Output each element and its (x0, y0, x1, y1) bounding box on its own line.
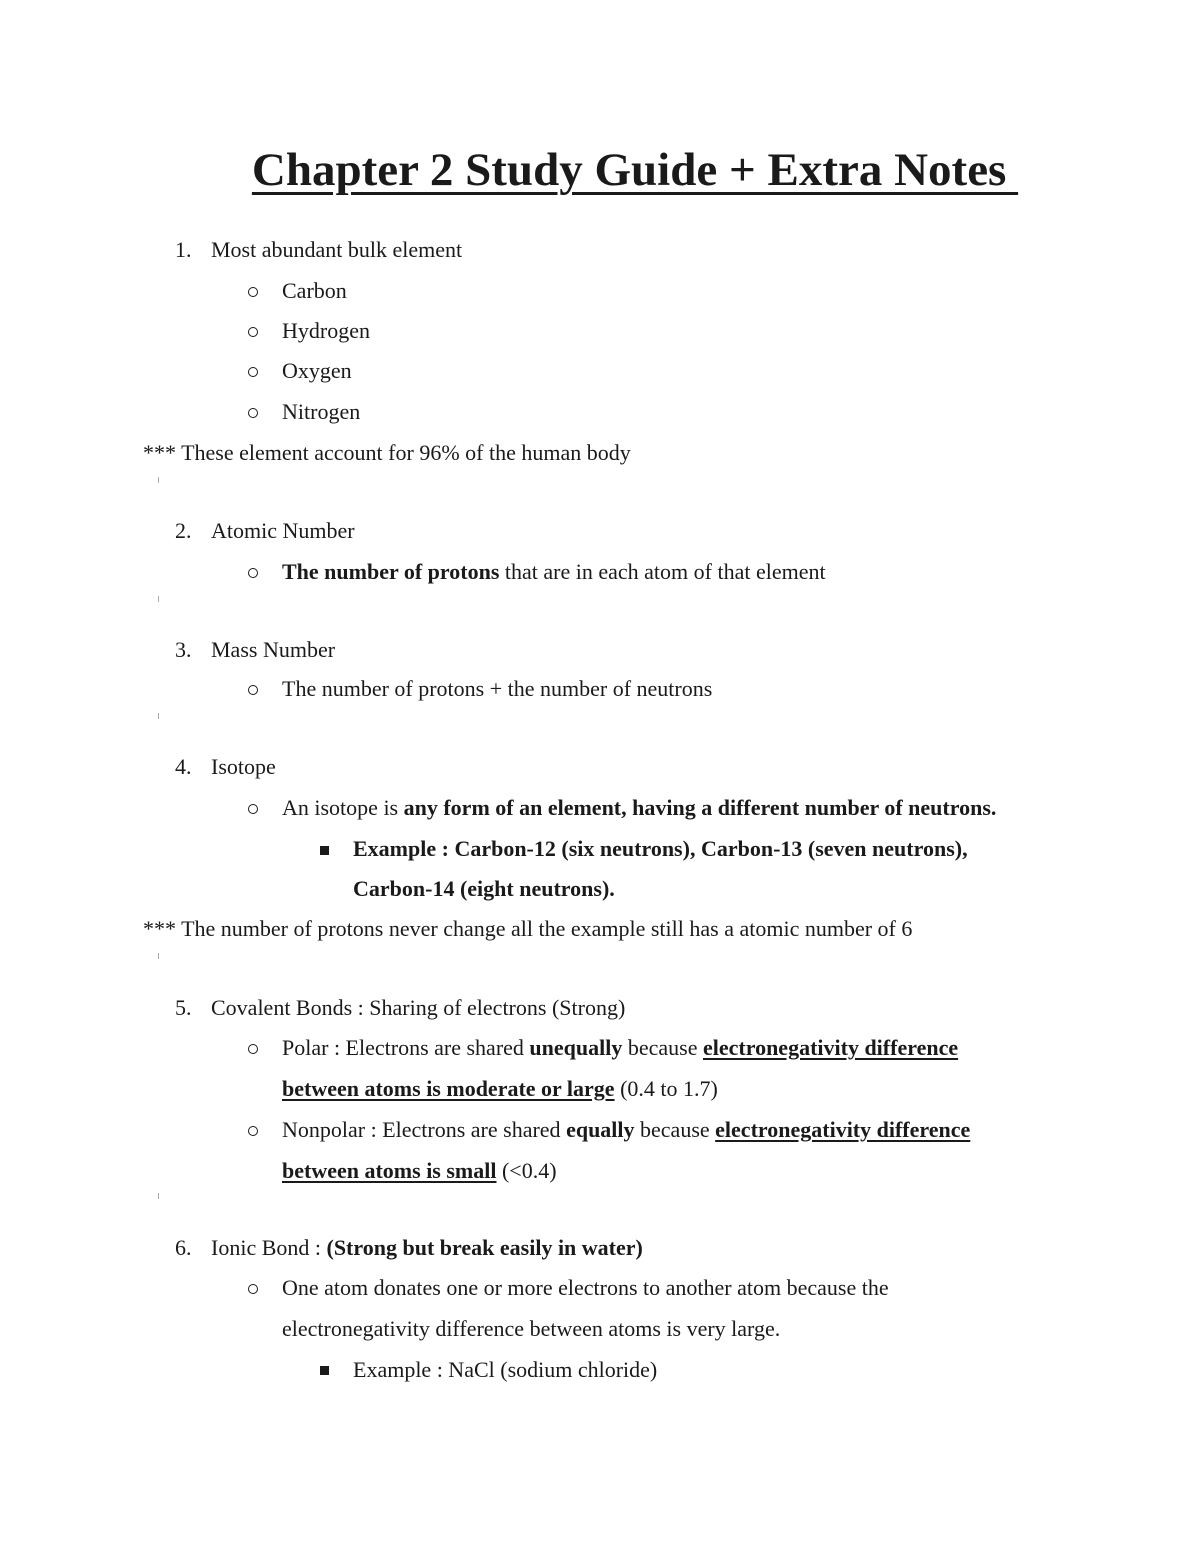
bold-text: equally (566, 1117, 635, 1142)
list-item: Nitrogen (282, 399, 361, 424)
list-number: 6. (175, 1235, 192, 1260)
list-number: 3. (175, 637, 192, 662)
underlined-bold-text: electronegativity difference (715, 1117, 971, 1142)
circle-bullet-icon (248, 327, 258, 337)
list-item-continuation (282, 1075, 718, 1103)
circle-bullet-icon (248, 1284, 258, 1294)
note-text: *** These element account for 96% of the human body (143, 440, 631, 465)
bold-text: (Strong but break easily in water) (326, 1235, 643, 1260)
plain-text: Nonpolar : Electrons are shared (282, 1117, 567, 1142)
list-item: Hydrogen (282, 318, 370, 343)
circle-bullet-icon (248, 804, 258, 814)
page-title: Chapter 2 Study Guide + Extra Notes (251, 144, 1019, 196)
note-text: *** The number of protons never change all the example still has a atomic number of 6 (143, 916, 913, 941)
circle-bullet-icon (248, 408, 258, 418)
underlined-bold-text: electronegativity difference (702, 1035, 959, 1060)
section-heading: Most abundant bulk element (211, 237, 463, 262)
plain-text: (0.4 to 1.7) (614, 1076, 718, 1101)
bold-text: The number of protons (282, 559, 500, 584)
example-line: Example : Carbon-12 (six neutrons), Carbon-13 (seven neutrons), (353, 836, 968, 861)
plain-text: that are in each atom of that element (499, 559, 826, 584)
list-item: Oxygen (282, 358, 352, 383)
plain-text: (<0.4) (496, 1158, 557, 1183)
list-item-nonpolar (282, 1116, 970, 1144)
paragraph-mark (158, 953, 159, 959)
circle-bullet-icon (248, 1044, 258, 1054)
list-number: 1. (175, 237, 192, 262)
list-number: 2. (175, 518, 192, 543)
list-item: One atom donates one or more electrons to another atom because the (282, 1275, 889, 1300)
example-line: Example : NaCl (sodium chloride) (353, 1357, 658, 1382)
bold-text: unequally (529, 1035, 623, 1060)
underlined-bold-text: between atoms is moderate or large (282, 1076, 615, 1101)
list-item (282, 794, 996, 822)
section-heading: Mass Number (211, 637, 336, 662)
list-item (282, 558, 826, 586)
plain-text: because (634, 1117, 716, 1142)
list-item-polar (282, 1034, 958, 1062)
paragraph-mark (158, 596, 159, 602)
circle-bullet-icon (248, 1126, 258, 1136)
bold-text: any form of an element, having a different number of neutrons. (403, 795, 997, 820)
paragraph-mark (158, 477, 159, 483)
plain-text: An isotope is (282, 795, 404, 820)
section-heading: Atomic Number (211, 518, 355, 543)
circle-bullet-icon (248, 287, 258, 297)
paragraph-mark (158, 713, 159, 719)
plain-text: Ionic Bond : (211, 1235, 327, 1260)
list-item-continuation (282, 1157, 557, 1185)
list-item: The number of protons + the number of neutrons (282, 676, 713, 701)
list-number: 4. (175, 754, 192, 779)
section-heading (211, 1234, 643, 1262)
square-bullet-icon (320, 1366, 329, 1375)
square-bullet-icon (320, 846, 329, 855)
paragraph-mark (158, 1193, 159, 1199)
plain-text: Polar : Electrons are shared (282, 1035, 530, 1060)
circle-bullet-icon (248, 568, 258, 578)
section-heading: Isotope (211, 754, 276, 779)
circle-bullet-icon (248, 685, 258, 695)
circle-bullet-icon (248, 367, 258, 377)
underlined-bold-text: between atoms is small (282, 1158, 497, 1183)
example-line: Carbon-14 (eight neutrons). (353, 876, 615, 901)
list-number: 5. (175, 995, 192, 1020)
section-heading: Covalent Bonds : Sharing of electrons (Strong) (211, 995, 626, 1020)
plain-text: because (622, 1035, 703, 1060)
list-item: Carbon (282, 278, 347, 303)
list-item-continuation: electronegativity difference between atoms is very large. (282, 1316, 781, 1341)
